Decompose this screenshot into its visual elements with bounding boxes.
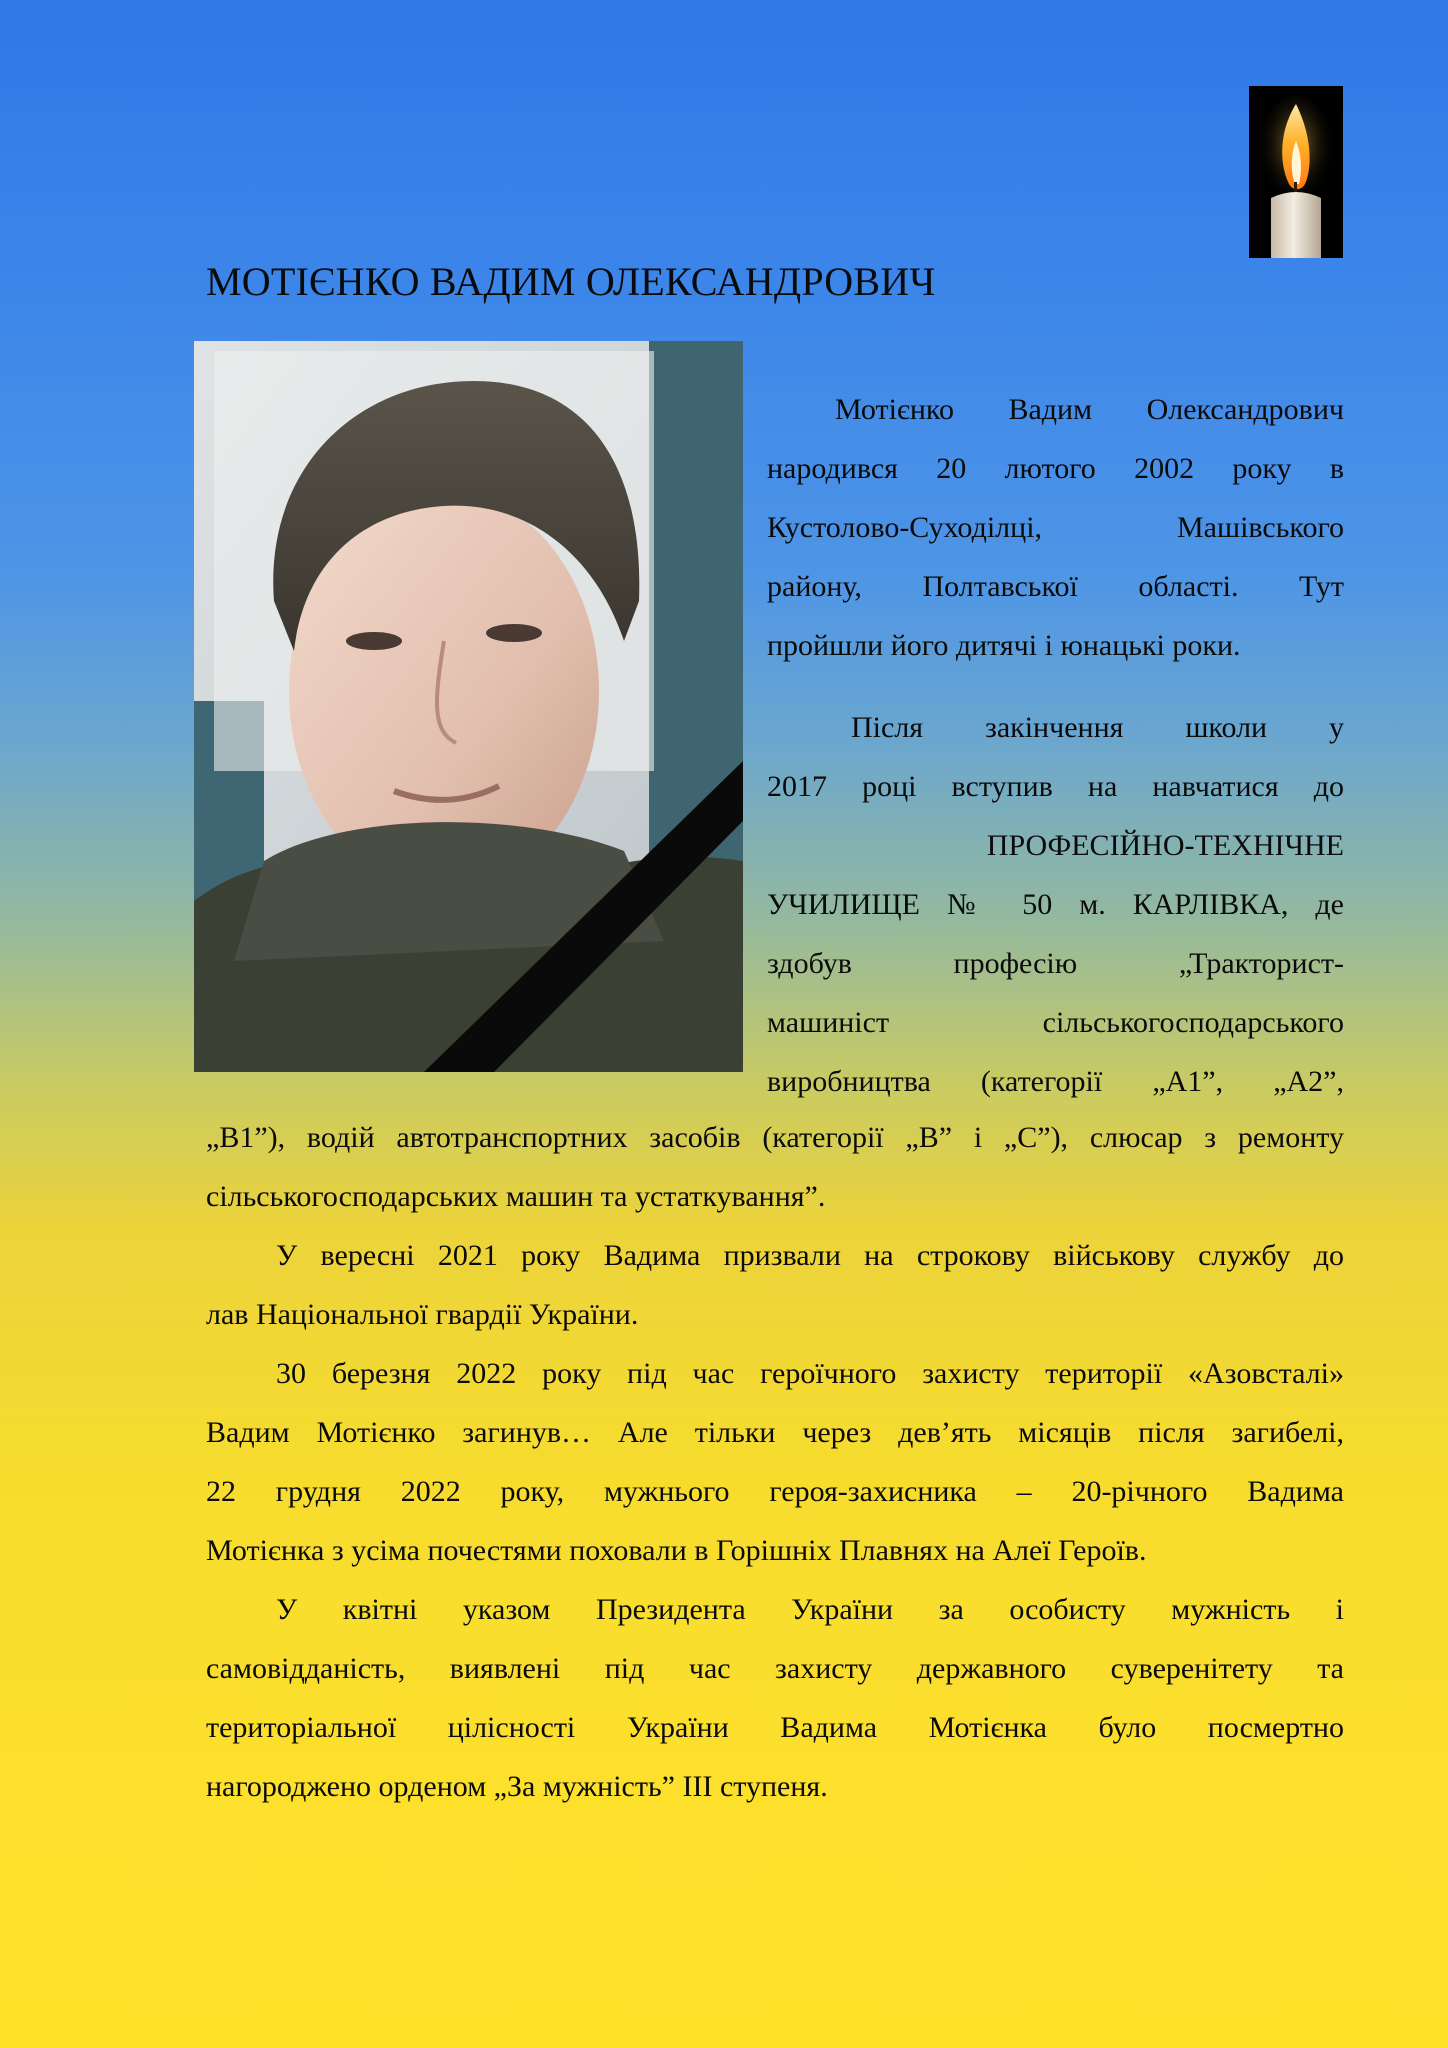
paragraph-death [206,1344,1344,1580]
text-line: ПРОФЕСІЙНО-ТЕХНІЧНЕ [986,829,1344,862]
text-line: „В1”), водій автотранспортних засобів (категорії „В” і „С”), слюсар з ремонту [206,1121,1344,1154]
page-title: МОТІЄНКО ВАДИМ ОЛЕКСАНДРОВИЧ [206,259,936,304]
paragraph-service [206,1226,1344,1344]
text-line: Після закінчення школи у [851,711,1344,744]
text-line: 2017 році вступив на навчатися до [767,770,1344,803]
memorial-portrait-photo [194,341,743,1072]
text-line: У квітні указом Президента України за особисту мужність і [276,1593,1344,1626]
text-line: територіальної цілісності України Вадима Мотієнка було посмертно [206,1711,1344,1744]
text-line: лав Національної гвардії України. [206,1298,639,1331]
text-line: У вересні 2021 року Вадима призвали на строкову військову службу до [276,1239,1344,1272]
text-line: 30 березня 2022 року під час героїчного захисту території «Азовсталі» [276,1357,1344,1390]
paragraph-education-continued [206,1108,1344,1226]
text-line: машиніст сільськогосподарського [767,1006,1344,1039]
text-line: Вадим Мотієнко загинув… Але тільки через дев’ять місяців після загибелі, [206,1416,1344,1449]
paragraph-education [767,698,1344,1111]
text-line: народився 20 лютого 2002 року в [767,452,1344,485]
text-line: району, Полтавської області. Тут [767,570,1344,603]
text-line: самовідданість, виявлені під час захисту державного суверенітету та [206,1652,1344,1685]
text-line: виробництва (категорії „А1”, „А2”, [767,1065,1344,1098]
text-line: 22 грудня 2022 року, мужнього героя-захисника – 20-річного Вадима [206,1475,1344,1508]
text-line: Мотієнко Вадим Олександрович [835,393,1344,426]
text-line: УЧИЛИЩЕ № 50 м. КАРЛІВКА, де [767,888,1344,921]
text-line: Кустолово-Суходілці, Машівського [767,511,1344,544]
text-line: сільськогосподарських машин та устаткування”. [206,1180,826,1213]
paragraph-birth [767,380,1344,675]
memorial-candle-icon [1249,86,1343,258]
text-line: здобув професію „Тракторист- [767,947,1344,980]
paragraph-award [206,1580,1344,1816]
text-line: пройшли його дитячі і юнацькі роки. [767,629,1241,662]
text-line: Мотієнка з усіма почестями поховали в Горішніх Плавнях на Алеї Героїв. [206,1534,1147,1567]
text-line: нагороджено орденом „За мужність” ІІІ ступеня. [206,1770,828,1803]
